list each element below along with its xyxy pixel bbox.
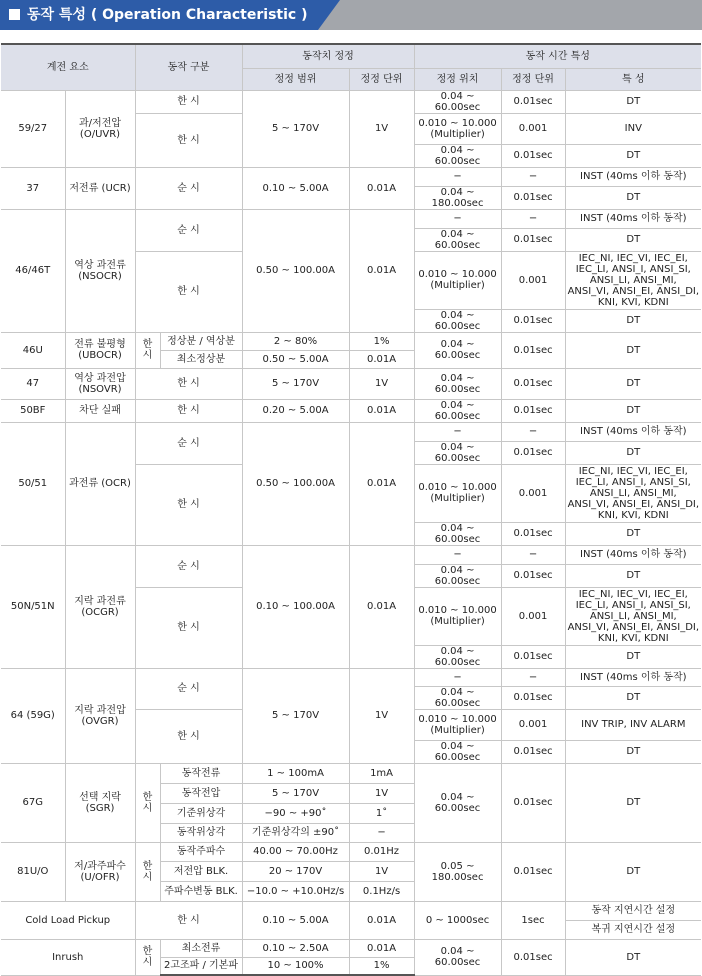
- unit-cell: 0.01A: [349, 901, 414, 939]
- time-range-cell: 0.04 ~ 60.00sec: [414, 228, 501, 251]
- characteristic-cell: DT: [565, 144, 701, 167]
- element-code: 50BF: [1, 399, 65, 422]
- unit-cell: 1V: [349, 861, 414, 881]
- header-characteristic: 특 성: [565, 68, 701, 90]
- element-code: 64 (59G): [1, 668, 65, 763]
- sub-kind-cell: 동작전류: [160, 763, 242, 783]
- unit-cell: −: [349, 823, 414, 842]
- range-cell: 0.20 ~ 5.00A: [242, 399, 349, 422]
- characteristic-cell: DT: [565, 763, 701, 842]
- element-name: 전류 불평형 (UBOCR): [65, 332, 135, 368]
- time-range-cell: −: [414, 668, 501, 686]
- range-cell: 0.10 ~ 100.00A: [242, 545, 349, 668]
- characteristic-cell: DT: [565, 686, 701, 709]
- characteristic-cell: DT: [565, 522, 701, 545]
- unit-cell: 0.01A: [349, 399, 414, 422]
- time-range-cell: 0.04 ~ 60.00sec: [414, 763, 501, 842]
- time-unit-cell: 0.01sec: [501, 939, 565, 975]
- range-cell: 10 ~ 100%: [242, 957, 349, 975]
- characteristic-cell: DT: [565, 645, 701, 668]
- unit-cell: 1V: [349, 668, 414, 763]
- characteristic-cell: DT: [565, 309, 701, 332]
- time-range-cell: 0.04 ~ 60.00sec: [414, 686, 501, 709]
- kind-group-cell: 한 시: [135, 842, 160, 901]
- element-name: 저/과주파수 (U/OFR): [65, 842, 135, 901]
- unit-cell: 1˚: [349, 803, 414, 823]
- header-element: 계전 요소: [1, 44, 135, 90]
- range-cell: 0.50 ~ 100.00A: [242, 422, 349, 545]
- element-name: 지락 과전압 (OVGR): [65, 668, 135, 763]
- time-unit-cell: 0.001: [501, 251, 565, 309]
- time-range-cell: −: [414, 545, 501, 564]
- range-cell: 0.50 ~ 100.00A: [242, 209, 349, 332]
- characteristic-cell: DT: [565, 186, 701, 209]
- element-code: 46/46T: [1, 209, 65, 332]
- characteristic-cell: DT: [565, 939, 701, 975]
- time-range-cell: 0.04 ~ 60.00sec: [414, 309, 501, 332]
- time-range-cell: 0.010 ~ 10.000 (Multiplier): [414, 464, 501, 522]
- time-range-cell: 0.010 ~ 10.000 (Multiplier): [414, 587, 501, 645]
- time-range-cell: 0.04 ~ 60.00sec: [414, 740, 501, 763]
- header-range: 정정 범위: [242, 68, 349, 90]
- time-unit-cell: −: [501, 545, 565, 564]
- square-bullet-icon: [9, 9, 20, 20]
- range-cell: 5 ~ 170V: [242, 783, 349, 803]
- time-unit-cell: 0.001: [501, 464, 565, 522]
- characteristic-cell: INST (40ms 이하 동작): [565, 209, 701, 228]
- element-code: 47: [1, 368, 65, 399]
- element-code: 59/27: [1, 90, 65, 167]
- time-range-cell: 0.04 ~ 60.00sec: [414, 368, 501, 399]
- time-unit-cell: 0.01sec: [501, 645, 565, 668]
- time-unit-cell: 1sec: [501, 901, 565, 939]
- characteristic-cell: IEC_NI, IEC_VI, IEC_EI, IEC_LI, ANSI_I, ANSI_SI, ANSI_LI, ANSI_MI, ANSI_VI, ANSI_EI, ANSI_DI, KNI, KVI, KDNI: [565, 251, 701, 309]
- unit-cell: 0.01A: [349, 545, 414, 668]
- kind-cell: 한 시: [135, 464, 242, 545]
- unit-cell: 1mA: [349, 763, 414, 783]
- time-unit-cell: 0.01sec: [501, 144, 565, 167]
- element-name: 저전류 (UCR): [65, 167, 135, 209]
- operation-characteristic-table: [1, 43, 701, 976]
- time-range-cell: 0.04 ~ 60.00sec: [414, 399, 501, 422]
- time-unit-cell: −: [501, 668, 565, 686]
- range-cell: 2 ~ 80%: [242, 332, 349, 350]
- header-time-range: 정정 위치: [414, 68, 501, 90]
- time-unit-cell: −: [501, 167, 565, 186]
- kind-cell: 한 시: [135, 901, 242, 939]
- time-range-cell: 0.04 ~ 60.00sec: [414, 522, 501, 545]
- kind-cell: 한 시: [135, 709, 242, 763]
- section-header: [0, 0, 702, 36]
- kind-group-cell: 한 시: [135, 763, 160, 842]
- characteristic-cell: INV: [565, 113, 701, 144]
- sub-kind-cell: 주파수변동 BLK.: [160, 881, 242, 901]
- kind-cell: 한 시: [135, 113, 242, 167]
- time-unit-cell: 0.01sec: [501, 564, 565, 587]
- time-range-cell: 0.04 ~ 60.00sec: [414, 564, 501, 587]
- time-unit-cell: 0.01sec: [501, 740, 565, 763]
- time-unit-cell: 0.01sec: [501, 441, 565, 464]
- time-unit-cell: 0.01sec: [501, 842, 565, 901]
- time-range-cell: 0.010 ~ 10.000 (Multiplier): [414, 251, 501, 309]
- characteristic-cell: DT: [565, 90, 701, 113]
- range-cell: −10.0 ~ +10.0Hz/s: [242, 881, 349, 901]
- element-name: 과전류 (OCR): [65, 422, 135, 545]
- time-unit-cell: 0.01sec: [501, 332, 565, 368]
- sub-kind-cell: 정상분 / 역상분: [160, 332, 242, 350]
- characteristic-cell: DT: [565, 332, 701, 368]
- time-range-cell: 0.04 ~ 60.00sec: [414, 332, 501, 368]
- range-cell: 기준위상각의 ±90˚: [242, 823, 349, 842]
- kind-cell: 한 시: [135, 90, 242, 113]
- element-code: 50N/51N: [1, 545, 65, 668]
- time-unit-cell: 0.001: [501, 587, 565, 645]
- time-range-cell: −: [414, 209, 501, 228]
- kind-cell: 순 시: [135, 209, 242, 251]
- characteristic-cell: INST (40ms 이하 동작): [565, 668, 701, 686]
- characteristic-cell: DT: [565, 368, 701, 399]
- characteristic-cell: DT: [565, 740, 701, 763]
- characteristic-cell: 동작 지연시간 설정: [565, 901, 701, 920]
- time-range-cell: 0.010 ~ 10.000 (Multiplier): [414, 113, 501, 144]
- characteristic-cell: INST (40ms 이하 동작): [565, 422, 701, 441]
- time-unit-cell: 0.01sec: [501, 368, 565, 399]
- element-code: 37: [1, 167, 65, 209]
- range-cell: −90 ~ +90˚: [242, 803, 349, 823]
- kind-cell: 한 시: [135, 368, 242, 399]
- unit-cell: 1%: [349, 332, 414, 350]
- time-unit-cell: 0.01sec: [501, 522, 565, 545]
- sub-kind-cell: 최소정상분: [160, 350, 242, 368]
- time-range-cell: 0 ~ 1000sec: [414, 901, 501, 939]
- unit-cell: 0.01A: [349, 422, 414, 545]
- header-setting-group: 동작치 정정: [242, 44, 414, 68]
- unit-cell: 0.01A: [349, 167, 414, 209]
- characteristic-cell: INV TRIP, INV ALARM: [565, 709, 701, 740]
- characteristic-cell: DT: [565, 399, 701, 422]
- range-cell: 5 ~ 170V: [242, 668, 349, 763]
- header-unit: 정정 단위: [349, 68, 414, 90]
- time-unit-cell: 0.001: [501, 113, 565, 144]
- sub-kind-cell: 동작주파수: [160, 842, 242, 861]
- characteristic-cell: IEC_NI, IEC_VI, IEC_EI, IEC_LI, ANSI_I, ANSI_SI, ANSI_LI, ANSI_MI, ANSI_VI, ANSI_EI, ANSI_DI, KNI, KVI, KDNI: [565, 464, 701, 522]
- time-range-cell: 0.04 ~ 60.00sec: [414, 939, 501, 975]
- header-time-unit: 정정 단위: [501, 68, 565, 90]
- sub-kind-cell: 동작위상각: [160, 823, 242, 842]
- kind-cell: 순 시: [135, 422, 242, 464]
- time-unit-cell: 0.01sec: [501, 228, 565, 251]
- sub-kind-cell: 최소전류: [160, 939, 242, 957]
- characteristic-cell: IEC_NI, IEC_VI, IEC_EI, IEC_LI, ANSI_I, ANSI_SI, ANSI_LI, ANSI_MI, ANSI_VI, ANSI_EI, ANSI_DI, KNI, KVI, KDNI: [565, 587, 701, 645]
- element-code: 46U: [1, 332, 65, 368]
- section-title: 동작 특성 ( Operation Characteristic ): [27, 7, 308, 23]
- time-unit-cell: 0.01sec: [501, 763, 565, 842]
- sub-kind-cell: 기준위상각: [160, 803, 242, 823]
- characteristic-cell: 복귀 지연시간 설정: [565, 920, 701, 939]
- sub-kind-cell: 동작전압: [160, 783, 242, 803]
- time-range-cell: 0.04 ~ 180.00sec: [414, 186, 501, 209]
- kind-group-cell: 한 시: [135, 332, 160, 368]
- kind-cell: 순 시: [135, 668, 242, 709]
- element-name: 과/저전압 (O/UVR): [65, 90, 135, 167]
- element-name: 선택 지락 (SGR): [65, 763, 135, 842]
- element-name: 역상 과전압 (NSOVR): [65, 368, 135, 399]
- range-cell: 0.50 ~ 5.00A: [242, 350, 349, 368]
- time-range-cell: 0.04 ~ 60.00sec: [414, 144, 501, 167]
- unit-cell: 0.01A: [349, 209, 414, 332]
- element-name: 역상 과전류 (NSOCR): [65, 209, 135, 332]
- range-cell: 1 ~ 100mA: [242, 763, 349, 783]
- kind-cell: 순 시: [135, 545, 242, 587]
- unit-cell: 1%: [349, 957, 414, 975]
- range-cell: 0.10 ~ 5.00A: [242, 901, 349, 939]
- range-cell: 40.00 ~ 70.00Hz: [242, 842, 349, 861]
- range-cell: 5 ~ 170V: [242, 368, 349, 399]
- time-unit-cell: −: [501, 209, 565, 228]
- time-range-cell: −: [414, 167, 501, 186]
- element-name: 차단 실패: [65, 399, 135, 422]
- characteristic-cell: DT: [565, 842, 701, 901]
- element-name: Cold Load Pickup: [1, 901, 135, 939]
- element-name: 지락 과전류 (OCGR): [65, 545, 135, 668]
- time-unit-cell: 0.01sec: [501, 90, 565, 113]
- time-range-cell: 0.04 ~ 60.00sec: [414, 441, 501, 464]
- characteristic-cell: DT: [565, 441, 701, 464]
- kind-group-cell: 한 시: [135, 939, 160, 975]
- time-range-cell: 0.05 ~ 180.00sec: [414, 842, 501, 901]
- kind-cell: 순 시: [135, 167, 242, 209]
- unit-cell: 0.01A: [349, 939, 414, 957]
- header-kind: 동작 구분: [135, 44, 242, 90]
- time-range-cell: 0.010 ~ 10.000 (Multiplier): [414, 709, 501, 740]
- unit-cell: 1V: [349, 783, 414, 803]
- header-time-group: 동작 시간 특성: [414, 44, 701, 68]
- time-unit-cell: 0.001: [501, 709, 565, 740]
- unit-cell: 0.01A: [349, 350, 414, 368]
- time-unit-cell: 0.01sec: [501, 399, 565, 422]
- characteristic-cell: DT: [565, 228, 701, 251]
- characteristic-cell: INST (40ms 이하 동작): [565, 545, 701, 564]
- time-unit-cell: 0.01sec: [501, 686, 565, 709]
- kind-cell: 한 시: [135, 399, 242, 422]
- characteristic-cell: INST (40ms 이하 동작): [565, 167, 701, 186]
- range-cell: 5 ~ 170V: [242, 90, 349, 167]
- unit-cell: 1V: [349, 90, 414, 167]
- unit-cell: 1V: [349, 368, 414, 399]
- sub-kind-cell: 2고조파 / 기본파: [160, 957, 242, 975]
- time-range-cell: 0.04 ~ 60.00sec: [414, 90, 501, 113]
- element-code: 50/51: [1, 422, 65, 545]
- time-unit-cell: 0.01sec: [501, 186, 565, 209]
- kind-cell: 한 시: [135, 251, 242, 332]
- range-cell: 0.10 ~ 2.50A: [242, 939, 349, 957]
- time-range-cell: −: [414, 422, 501, 441]
- range-cell: 20 ~ 170V: [242, 861, 349, 881]
- unit-cell: 0.1Hz/s: [349, 881, 414, 901]
- characteristic-cell: DT: [565, 564, 701, 587]
- element-code: 81U/O: [1, 842, 65, 901]
- unit-cell: 0.01Hz: [349, 842, 414, 861]
- time-range-cell: 0.04 ~ 60.00sec: [414, 645, 501, 668]
- element-code: 67G: [1, 763, 65, 842]
- range-cell: 0.10 ~ 5.00A: [242, 167, 349, 209]
- sub-kind-cell: 저전압 BLK.: [160, 861, 242, 881]
- kind-cell: 한 시: [135, 587, 242, 668]
- time-unit-cell: 0.01sec: [501, 309, 565, 332]
- element-name: Inrush: [1, 939, 135, 975]
- time-unit-cell: −: [501, 422, 565, 441]
